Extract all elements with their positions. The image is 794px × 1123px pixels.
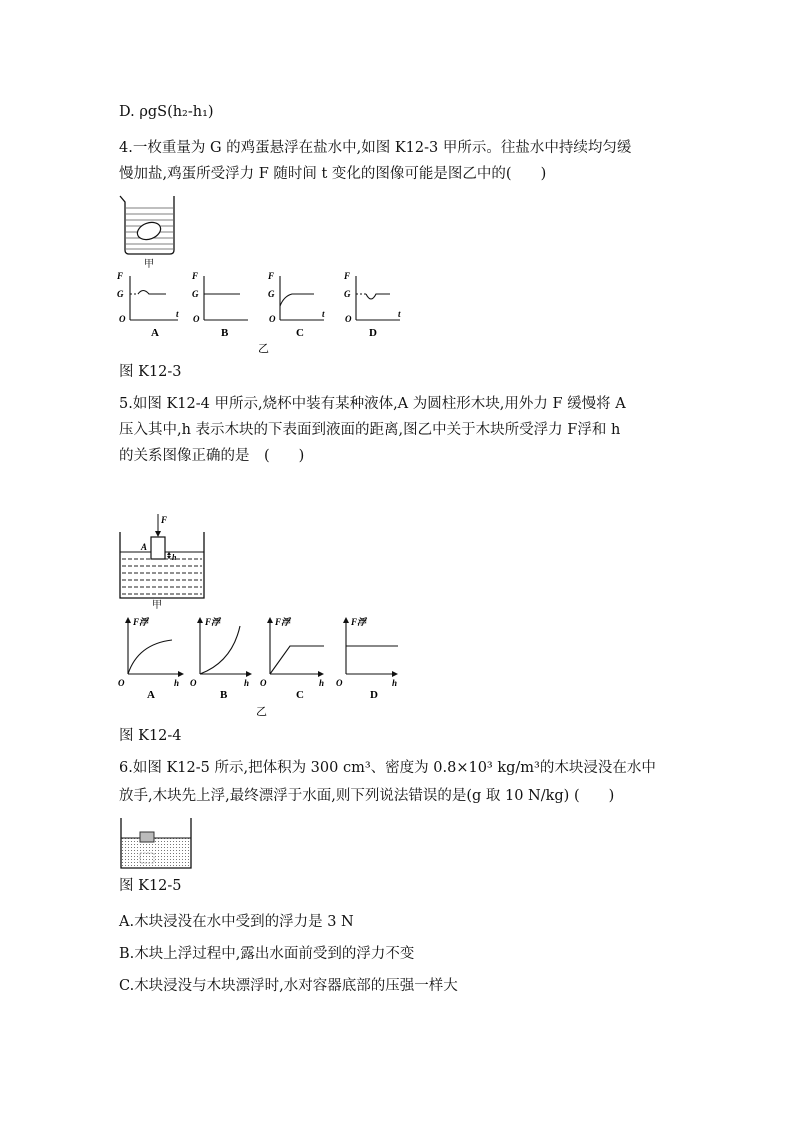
- svg-text:O: O: [260, 678, 267, 688]
- graph-a: [116, 271, 179, 339]
- svg-text:B: B: [220, 689, 228, 701]
- svg-text:h: h: [319, 678, 325, 688]
- svg-text:F浮: F浮: [351, 617, 367, 627]
- figure-label-jia-2: 甲: [152, 600, 162, 610]
- svg-text:O: O: [118, 678, 125, 688]
- wooden-block: [151, 537, 165, 559]
- svg-text:A: A: [147, 689, 155, 701]
- graph-b: [191, 271, 248, 339]
- svg-text:t: t: [322, 309, 325, 319]
- svg-text:F: F: [268, 271, 275, 281]
- question-4-line-1: 4.一枚重量为 G 的鸡蛋悬浮在盐水中,如图 K12-3 甲所示。往盐水中持续均匀缓: [119, 140, 632, 156]
- figure-k12-3-yi: [116, 270, 416, 354]
- svg-text:O: O: [269, 314, 276, 324]
- svg-text:G: G: [192, 289, 199, 299]
- graph-d: [343, 271, 401, 339]
- svg-text:O: O: [193, 314, 200, 324]
- question-5-line-2: 压入其中,h 表示木块的下表面到液面的距离,图乙中关于木块所受浮力 F浮和 h: [119, 422, 621, 438]
- svg-text:O: O: [336, 678, 343, 688]
- svg-text:F: F: [192, 271, 199, 281]
- svg-text:O: O: [119, 314, 126, 324]
- svg-text:D: D: [370, 689, 378, 701]
- figure-k12-3-jia: [118, 194, 178, 270]
- figure-k12-5: [118, 816, 194, 870]
- figure-k12-5-caption: 图 K12-5: [119, 878, 182, 894]
- figure-k12-4-jia: [118, 510, 208, 610]
- option-b: B.木块上浮过程中,露出水面前受到的浮力不变: [119, 946, 415, 962]
- svg-text:C: C: [296, 327, 304, 339]
- svg-text:h: h: [244, 678, 250, 688]
- figure-label-yi-2: 乙: [256, 706, 267, 718]
- depth-label: h: [172, 553, 177, 562]
- svg-text:O: O: [190, 678, 197, 688]
- svg-text:F: F: [117, 271, 124, 281]
- force-label: F: [161, 515, 168, 525]
- svg-text:t: t: [398, 309, 401, 319]
- svg-text:F浮: F浮: [275, 617, 291, 627]
- figure-k12-4-yi: [114, 614, 414, 720]
- svg-text:O: O: [345, 314, 352, 324]
- question-5-line-1: 5.如图 K12-4 甲所示,烧杯中装有某种液体,A 为圆柱形木块,用外力 F 缓慢将 A: [119, 396, 626, 412]
- option-d: D. ρgS(h₂-h₁): [119, 104, 214, 120]
- svg-text:D: D: [369, 327, 377, 339]
- svg-text:t: t: [176, 309, 179, 319]
- svg-text:h: h: [174, 678, 180, 688]
- figure-label-jia: 甲: [144, 259, 154, 270]
- figure-k12-4-caption: 图 K12-4: [119, 728, 182, 744]
- question-5-line-3: 的关系图像正确的是 ( ): [119, 448, 305, 464]
- question-6-line-1: 6.如图 K12-5 所示,把体积为 300 cm³、密度为 0.8×10³ kg/m³的木块浸没在水中: [119, 760, 656, 776]
- svg-text:B: B: [221, 327, 229, 339]
- svg-text:F浮: F浮: [133, 617, 149, 627]
- question-4-line-2: 慢加盐,鸡蛋所受浮力 F 随时间 t 变化的图像可能是图乙中的( ): [119, 166, 547, 182]
- graph-c-2: [260, 617, 324, 701]
- svg-text:F: F: [344, 271, 351, 281]
- question-6-line-2: 放手,木块先上浮,最终漂浮于水面,则下列说法错误的是(g 取 10 N/kg) ( ): [119, 788, 615, 804]
- graph-a-2: [118, 617, 184, 701]
- option-c: C.木块浸没与木块漂浮时,水对容器底部的压强一样大: [119, 978, 458, 994]
- svg-text:h: h: [392, 678, 398, 688]
- svg-text:G: G: [344, 289, 351, 299]
- block-label: A: [141, 542, 148, 552]
- egg-icon: [135, 219, 163, 242]
- svg-text:G: G: [268, 289, 275, 299]
- graph-b-2: [190, 617, 252, 701]
- figure-label-yi: 乙: [258, 343, 269, 354]
- svg-text:F浮: F浮: [205, 617, 221, 627]
- option-a: A.木块浸没在水中受到的浮力是 3 N: [119, 914, 354, 930]
- graph-c: [267, 271, 325, 339]
- svg-text:A: A: [151, 327, 159, 339]
- svg-text:G: G: [117, 289, 124, 299]
- graph-d-2: [336, 617, 398, 701]
- floating-block: [140, 832, 154, 842]
- figure-k12-3-caption: 图 K12-3: [119, 364, 182, 380]
- svg-text:C: C: [296, 689, 304, 701]
